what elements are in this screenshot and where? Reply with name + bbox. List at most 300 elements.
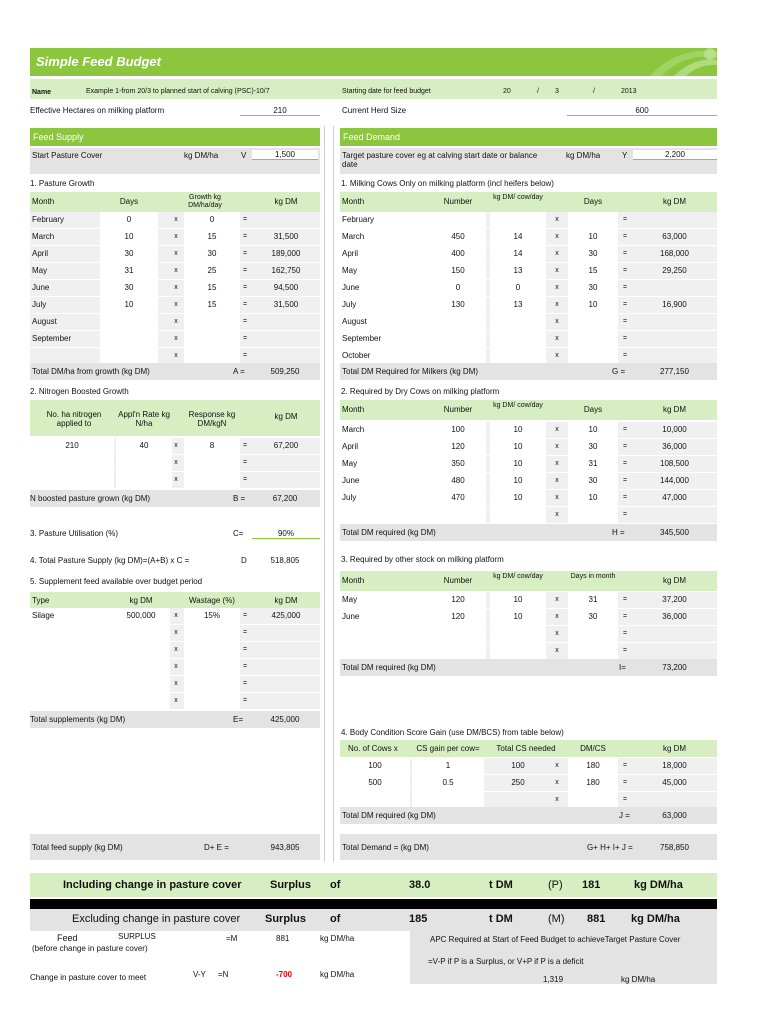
growth-total-value: 509,250 (270, 367, 300, 376)
apc-rule: =V-P if P is a Surplus, or V+P if P is a deficit (428, 957, 584, 966)
bcs-cows-cell[interactable] (340, 792, 410, 808)
demand-days-cell[interactable]: 30 (568, 609, 618, 625)
bcs-dmcs-cell[interactable]: 180 (568, 775, 618, 791)
nitrogen-header-rate: Appl'n Rate kg N/ha (118, 410, 170, 428)
demand-kg-cell[interactable] (490, 348, 546, 364)
start-cover-var: V (241, 151, 247, 160)
milkers-header-days: Days (583, 197, 603, 206)
demand-month-cell[interactable]: June (340, 473, 430, 489)
dry-total-var: H = (612, 528, 625, 537)
demand-kg-cell[interactable] (490, 507, 546, 523)
nitrogen-header-kgdm: kg DM (274, 412, 298, 421)
demand-kg-cell[interactable]: 13 (490, 263, 546, 279)
demand-days-cell[interactable] (568, 348, 618, 364)
demand-number-cell[interactable] (430, 348, 486, 364)
supplement-wastage-cell[interactable] (184, 642, 240, 658)
multiply-sign: x (174, 680, 178, 687)
demand-kg-cell[interactable]: 14 (490, 246, 546, 262)
multiply-sign: x (555, 460, 559, 467)
equals-sign: = (242, 459, 248, 466)
nitrogen-kgdm-cell (252, 455, 320, 471)
multiply-sign: x (174, 267, 178, 274)
equals-sign: = (622, 443, 628, 450)
demand-number-cell[interactable] (430, 643, 486, 659)
supplement-net-cell (252, 693, 320, 709)
growth-days-cell[interactable]: 10 (100, 229, 158, 245)
demand-month-cell[interactable]: October (340, 348, 430, 364)
demand-kg-cell[interactable] (490, 314, 546, 330)
nitrogen-response-cell[interactable] (184, 472, 240, 488)
demand-number-cell[interactable]: 0 (430, 280, 486, 296)
supplement-wastage-cell[interactable] (184, 676, 240, 692)
milkers-title: 1. Milking Cows Only on milking platform (incl heifers below) (341, 179, 554, 188)
milkers-total-value: 277,150 (660, 367, 689, 376)
supplement-type-cell[interactable] (30, 659, 112, 675)
bcs-kgdm-cell (632, 792, 717, 808)
equals-sign: = (622, 647, 628, 654)
multiply-sign: x (555, 335, 559, 342)
equals-sign: = (242, 318, 248, 325)
equals-sign: = (622, 477, 628, 484)
milkers-header-month: Month (342, 197, 365, 206)
equals-sign: = (242, 335, 248, 342)
growth-month-cell: June (32, 283, 50, 292)
divider-black (30, 899, 717, 909)
demand-number-cell[interactable] (430, 331, 486, 347)
demand-kg-cell[interactable] (490, 331, 546, 347)
utilisation-label: 3. Pasture Utilisation (%) (30, 529, 119, 538)
growth-days-cell[interactable]: 30 (100, 246, 158, 262)
hectares-label: Effective Hectares on milking platform (30, 106, 165, 115)
column-divider (324, 126, 325, 862)
name-label: Name (32, 89, 52, 96)
growth-header-days: Days (119, 197, 139, 206)
growth-rate-cell[interactable]: 15 (184, 297, 240, 313)
bcs-gain-cell[interactable] (412, 792, 484, 808)
start-cover-value[interactable]: 1,500 (252, 150, 318, 160)
equals-sign: = (242, 301, 248, 308)
demand-total-var: G+ H+ I+ J = (587, 843, 633, 852)
milkers-total-var: G = (612, 367, 626, 376)
equals-sign: = (622, 216, 628, 223)
multiply-sign: x (555, 613, 559, 620)
growth-month-cell: February (32, 215, 65, 224)
demand-kg-cell[interactable]: 10 (490, 592, 546, 608)
feed-supply-title: Feed Supply (33, 132, 84, 142)
demand-month-cell[interactable] (340, 626, 430, 642)
date-sep-2: / (593, 88, 595, 95)
demand-days-cell[interactable] (568, 626, 618, 642)
growth-month-cell: April (32, 249, 49, 258)
dry-title: 2. Required by Dry Cows on milking platform (341, 387, 500, 396)
total-pasture-var: D (241, 556, 247, 565)
feed-demand-title: Feed Demand (343, 132, 401, 142)
feed-sub-label: (before change in pasture cover) (32, 944, 148, 953)
excl-unit: t DM (489, 913, 513, 925)
demand-number-cell[interactable]: 470 (430, 490, 486, 506)
bcs-dmcs-cell[interactable]: 180 (568, 758, 618, 774)
growth-rate-cell[interactable]: 0 (184, 212, 240, 228)
utilisation-value[interactable]: 90% (252, 529, 320, 539)
demand-days-cell[interactable]: 30 (568, 246, 618, 262)
supplement-kgdm-cell[interactable] (112, 642, 170, 658)
demand-days-cell[interactable]: 30 (568, 280, 618, 296)
demand-kgdm-cell: 10,000 (662, 425, 687, 434)
supplement-total-var: E= (233, 715, 244, 724)
multiply-sign: x (555, 443, 559, 450)
supplement-type-cell[interactable] (30, 625, 112, 641)
equals-sign: = (622, 426, 628, 433)
growth-rate-cell[interactable] (184, 348, 240, 364)
equals-sign: = (242, 267, 248, 274)
milkers-total-label: Total DM Required for Milkers (kg DM) (342, 367, 479, 376)
demand-number-cell[interactable] (430, 507, 486, 523)
feed-label: Feed (57, 933, 78, 943)
nitrogen-rate-cell[interactable]: 40 (116, 438, 172, 454)
column-divider (333, 126, 334, 862)
demand-number-cell[interactable]: 100 (430, 422, 486, 438)
other-header-month: Month (342, 576, 365, 585)
bcs-total-label: Total DM required (kg DM) (342, 811, 436, 820)
feed-unit: kg DM/ha (320, 934, 355, 943)
growth-kgdm-cell: 31,500 (273, 300, 299, 309)
demand-days-cell[interactable]: 10 (568, 490, 618, 506)
supplement-net-cell: 425,000 (271, 611, 301, 620)
demand-days-cell[interactable]: 31 (568, 592, 618, 608)
demand-total-value: 758,850 (660, 843, 689, 852)
demand-total-label: Total Demand = (kg DM) (342, 843, 429, 852)
milkers-header-kgdm: kg DM (662, 197, 687, 206)
bcs-gain-cell[interactable]: 1 (412, 758, 484, 774)
dry-total-label: Total DM required (kg DM) (342, 528, 436, 537)
feed-eq: =M (226, 934, 238, 943)
growth-rate-cell[interactable] (184, 314, 240, 330)
demand-kg-cell[interactable]: 10 (490, 609, 546, 625)
supplement-kgdm-cell[interactable] (112, 659, 170, 675)
demand-month-cell[interactable]: September (340, 331, 430, 347)
equals-sign: = (622, 630, 628, 637)
equals-sign: = (622, 301, 628, 308)
nitrogen-header-resp: Response kg DM/kgN (188, 410, 236, 428)
growth-month-cell: August (32, 317, 57, 326)
bcs-total-cell: 100 (511, 761, 525, 770)
demand-month-cell[interactable]: May (340, 592, 430, 608)
nitrogen-kgdm-cell: 67,200 (273, 441, 299, 450)
herd-value[interactable]: 600 (567, 106, 717, 116)
demand-kg-cell[interactable]: 10 (490, 456, 546, 472)
start-cover-unit: kg DM/ha (184, 151, 219, 160)
growth-days-cell[interactable] (100, 314, 158, 330)
demand-number-cell[interactable]: 350 (430, 456, 486, 472)
supplement-title: 5. Supplement feed available over budget period (30, 577, 203, 586)
demand-kgdm-cell: 36,000 (662, 612, 687, 621)
bcs-header-kgdm: kg DM (662, 744, 687, 753)
demand-kg-cell[interactable]: 10 (490, 473, 546, 489)
demand-month-cell[interactable]: March (340, 422, 430, 438)
multiply-sign: x (174, 284, 178, 291)
nitrogen-response-cell[interactable]: 8 (184, 438, 240, 454)
supplement-wastage-cell[interactable] (184, 659, 240, 675)
bcs-total-cell: 250 (511, 778, 525, 787)
supplement-kgdm-cell[interactable] (112, 693, 170, 709)
other-total-label: Total DM required (kg DM) (342, 663, 436, 672)
demand-kg-cell[interactable] (490, 212, 546, 228)
supplement-header-kgdm: kg DM (129, 596, 153, 605)
demand-kg-cell[interactable]: 10 (490, 490, 546, 506)
growth-rate-cell[interactable]: 15 (184, 280, 240, 296)
demand-number-cell[interactable]: 120 (430, 439, 486, 455)
growth-month-cell: May (32, 266, 48, 275)
equals-sign: = (242, 476, 248, 483)
bcs-header-cows: No. of Cows x (348, 744, 398, 753)
demand-days-cell[interactable]: 10 (568, 297, 618, 313)
nitrogen-rate-cell[interactable] (116, 472, 172, 488)
demand-month-cell[interactable]: April (340, 246, 430, 262)
demand-kg-cell[interactable] (490, 643, 546, 659)
demand-kg-cell[interactable] (490, 626, 546, 642)
equals-sign: = (242, 442, 248, 449)
change-eq: =N (218, 970, 229, 979)
equals-sign: = (622, 267, 628, 274)
growth-days-cell[interactable] (100, 348, 158, 364)
supply-total-value: 943,805 (270, 843, 300, 852)
demand-kgdm-cell: 47,000 (662, 493, 687, 502)
bcs-cows-cell[interactable]: 100 (340, 758, 410, 774)
growth-rate-cell[interactable]: 25 (184, 263, 240, 279)
demand-month-cell[interactable]: August (340, 314, 430, 330)
start-cover-label: Start Pasture Cover (32, 151, 103, 160)
growth-days-cell[interactable]: 0 (100, 212, 158, 228)
demand-kgdm-cell: 36,000 (662, 442, 687, 451)
target-cover-var: Y (622, 151, 628, 160)
supplement-wastage-cell[interactable]: 15% (184, 608, 240, 624)
multiply-sign: x (555, 250, 559, 257)
feed-demand-header (340, 128, 717, 146)
nitrogen-ha-cell[interactable] (30, 455, 114, 471)
nitrogen-ha-cell[interactable]: 210 (30, 438, 114, 454)
bcs-total-cell (490, 792, 546, 808)
change-value: -700 (276, 970, 293, 979)
date-year[interactable]: 2013 (621, 88, 637, 95)
demand-days-cell[interactable]: 30 (568, 439, 618, 455)
herd-label: Current Herd Size (342, 106, 407, 115)
bcs-title: 4. Body Condition Score Gain (use DM/BCS) from table below) (341, 728, 564, 737)
multiply-sign: x (174, 250, 178, 257)
demand-days-cell[interactable]: 10 (568, 229, 618, 245)
supplement-type-cell[interactable] (30, 676, 112, 692)
growth-total-label: Total DM/ha from growth (kg DM) (32, 367, 150, 376)
demand-kg-cell[interactable]: 10 (490, 439, 546, 455)
apc-unit: kg DM/ha (621, 975, 656, 984)
demand-month-cell[interactable]: May (340, 456, 430, 472)
demand-month-cell[interactable] (340, 643, 430, 659)
multiply-sign: x (555, 511, 559, 518)
equals-sign: = (622, 796, 628, 803)
multiply-sign: x (555, 233, 559, 240)
demand-days-cell[interactable]: 31 (568, 456, 618, 472)
demand-month-cell[interactable]: June (340, 280, 430, 296)
incl-perha-unit: kg DM/ha (634, 879, 683, 891)
bcs-kgdm-cell: 45,000 (662, 778, 687, 787)
other-header-kgdm: kg DM (662, 576, 687, 585)
demand-month-cell[interactable]: May (340, 263, 430, 279)
nitrogen-title: 2. Nitrogen Boosted Growth (30, 387, 129, 396)
nitrogen-rate-cell[interactable] (116, 455, 172, 471)
milkers-header-kg: kg DM/ cow/day (493, 194, 543, 201)
feed-value: 881 (276, 934, 290, 943)
growth-rate-cell[interactable] (184, 331, 240, 347)
name-value[interactable]: Example 1-from 20/3 to planned start of calving (PSC)-10/7 (86, 88, 270, 95)
demand-days-cell[interactable] (568, 331, 618, 347)
demand-number-cell[interactable]: 400 (430, 246, 486, 262)
other-header-number: Number (443, 576, 473, 585)
demand-number-cell[interactable] (430, 626, 486, 642)
date-day[interactable]: 20 (503, 88, 511, 95)
growth-month-cell (30, 348, 100, 364)
change-label: Change in pasture cover to meet (30, 973, 147, 982)
multiply-sign: x (555, 630, 559, 637)
demand-number-cell[interactable]: 130 (430, 297, 486, 313)
demand-kgdm-cell: 16,900 (662, 300, 687, 309)
date-month[interactable]: 3 (555, 88, 559, 95)
multiply-sign: x (555, 494, 559, 501)
demand-kgdm-cell (632, 348, 717, 364)
dry-total-value: 345,500 (660, 528, 689, 537)
logo-swoosh (640, 48, 717, 76)
multiply-sign: x (174, 352, 178, 359)
target-cover-value[interactable]: 2,200 (633, 150, 717, 160)
growth-kgdm-cell (252, 314, 320, 330)
growth-days-cell[interactable]: 10 (100, 297, 158, 313)
supplement-type-cell[interactable]: Silage (30, 608, 112, 624)
demand-month-cell[interactable]: March (340, 229, 430, 245)
multiply-sign: x (174, 459, 178, 466)
multiply-sign: x (555, 647, 559, 654)
supplement-type-cell[interactable] (30, 693, 112, 709)
growth-days-cell[interactable] (100, 331, 158, 347)
supplement-type-cell[interactable] (30, 642, 112, 658)
nitrogen-header-ha: No. ha nitrogen applied to (46, 410, 102, 428)
demand-number-cell[interactable]: 120 (430, 609, 486, 625)
excl-of: of (330, 913, 341, 925)
supplement-total-label: Total supplements (kg DM) (30, 715, 126, 724)
equals-sign: = (622, 494, 628, 501)
bcs-cows-cell[interactable]: 500 (340, 775, 410, 791)
nitrogen-ha-cell[interactable] (30, 472, 114, 488)
growth-rate-cell[interactable]: 30 (184, 246, 240, 262)
demand-number-cell[interactable]: 480 (430, 473, 486, 489)
demand-kgdm-cell: 144,000 (660, 476, 689, 485)
demand-kg-cell[interactable]: 14 (490, 229, 546, 245)
other-total-value: 73,200 (662, 663, 687, 672)
growth-kgdm-cell (252, 348, 320, 364)
nitrogen-total-var: B = (233, 494, 246, 503)
total-pasture-label: 4. Total Pasture Supply (kg DM)=(A+B) x C = (30, 556, 190, 565)
growth-days-cell[interactable]: 31 (100, 263, 158, 279)
page-title: Simple Feed Budget (36, 54, 161, 69)
multiply-sign: x (174, 697, 178, 704)
supplement-wastage-cell[interactable] (184, 625, 240, 641)
bcs-kgdm-cell: 18,000 (662, 761, 687, 770)
bcs-dmcs-cell[interactable] (568, 792, 618, 808)
milkers-header-number: Number (443, 197, 473, 206)
nitrogen-response-cell[interactable] (184, 455, 240, 471)
feed-status: SURPLUS (118, 932, 156, 941)
demand-month-cell[interactable]: February (340, 212, 430, 228)
feed-supply-header (30, 128, 320, 146)
equals-sign: = (242, 629, 248, 636)
equals-sign: = (622, 233, 628, 240)
bcs-header-gain: CS gain per cow= (416, 744, 480, 753)
multiply-sign: x (174, 629, 178, 636)
supplement-header-wastage: Wastage (%) (189, 596, 235, 605)
supplement-kgdm-cell[interactable] (112, 676, 170, 692)
supplement-net-cell (252, 642, 320, 658)
demand-days-cell[interactable] (568, 643, 618, 659)
growth-days-cell[interactable]: 30 (100, 280, 158, 296)
multiply-sign: x (555, 596, 559, 603)
multiply-sign: x (555, 284, 559, 291)
incl-var: (P) (548, 879, 563, 891)
demand-number-cell[interactable] (430, 212, 486, 228)
multiply-sign: x (174, 442, 178, 449)
supplement-kgdm-cell[interactable] (112, 625, 170, 641)
demand-number-cell[interactable]: 450 (430, 229, 486, 245)
demand-kg-cell[interactable]: 10 (490, 422, 546, 438)
supplement-net-cell (252, 659, 320, 675)
incl-perha: 181 (582, 879, 601, 891)
bcs-gain-cell[interactable]: 0.5 (412, 775, 484, 791)
growth-month-cell: March (32, 232, 55, 241)
supplement-kgdm-cell[interactable]: 500,000 (112, 608, 170, 624)
utilisation-var: C= (233, 529, 244, 538)
multiply-sign: x (555, 267, 559, 274)
demand-kg-cell[interactable]: 0 (490, 280, 546, 296)
demand-number-cell[interactable]: 120 (430, 592, 486, 608)
nitrogen-total-value: 67,200 (272, 494, 298, 503)
demand-month-cell[interactable]: July (340, 297, 430, 313)
demand-month-cell[interactable]: April (340, 439, 430, 455)
hectares-value[interactable]: 210 (240, 106, 320, 116)
incl-status: Surplus (270, 879, 311, 891)
dry-header-days: Days (583, 405, 603, 414)
change-var: V-Y (193, 970, 206, 979)
demand-month-cell[interactable]: June (340, 609, 430, 625)
demand-days-cell[interactable] (568, 212, 618, 228)
demand-month-cell[interactable] (340, 507, 430, 523)
demand-days-cell[interactable]: 30 (568, 473, 618, 489)
demand-days-cell[interactable] (568, 314, 618, 330)
demand-days-cell[interactable]: 15 (568, 263, 618, 279)
multiply-sign: x (174, 318, 178, 325)
supply-total-label: Total feed supply (kg DM) (32, 843, 123, 852)
demand-kg-cell[interactable]: 13 (490, 297, 546, 313)
growth-rate-cell[interactable]: 15 (184, 229, 240, 245)
demand-kgdm-cell (632, 314, 717, 330)
growth-total-var: A = (233, 367, 245, 376)
demand-days-cell[interactable] (568, 507, 618, 523)
demand-number-cell[interactable] (430, 314, 486, 330)
growth-header-month: Month (32, 197, 55, 206)
demand-days-cell[interactable]: 10 (568, 422, 618, 438)
demand-kgdm-cell (632, 212, 717, 228)
equals-sign: = (622, 596, 628, 603)
demand-number-cell[interactable]: 150 (430, 263, 486, 279)
equals-sign: = (242, 233, 248, 240)
supplement-wastage-cell[interactable] (184, 693, 240, 709)
demand-month-cell[interactable]: July (340, 490, 430, 506)
growth-header-kgdm: kg DM (274, 197, 298, 206)
